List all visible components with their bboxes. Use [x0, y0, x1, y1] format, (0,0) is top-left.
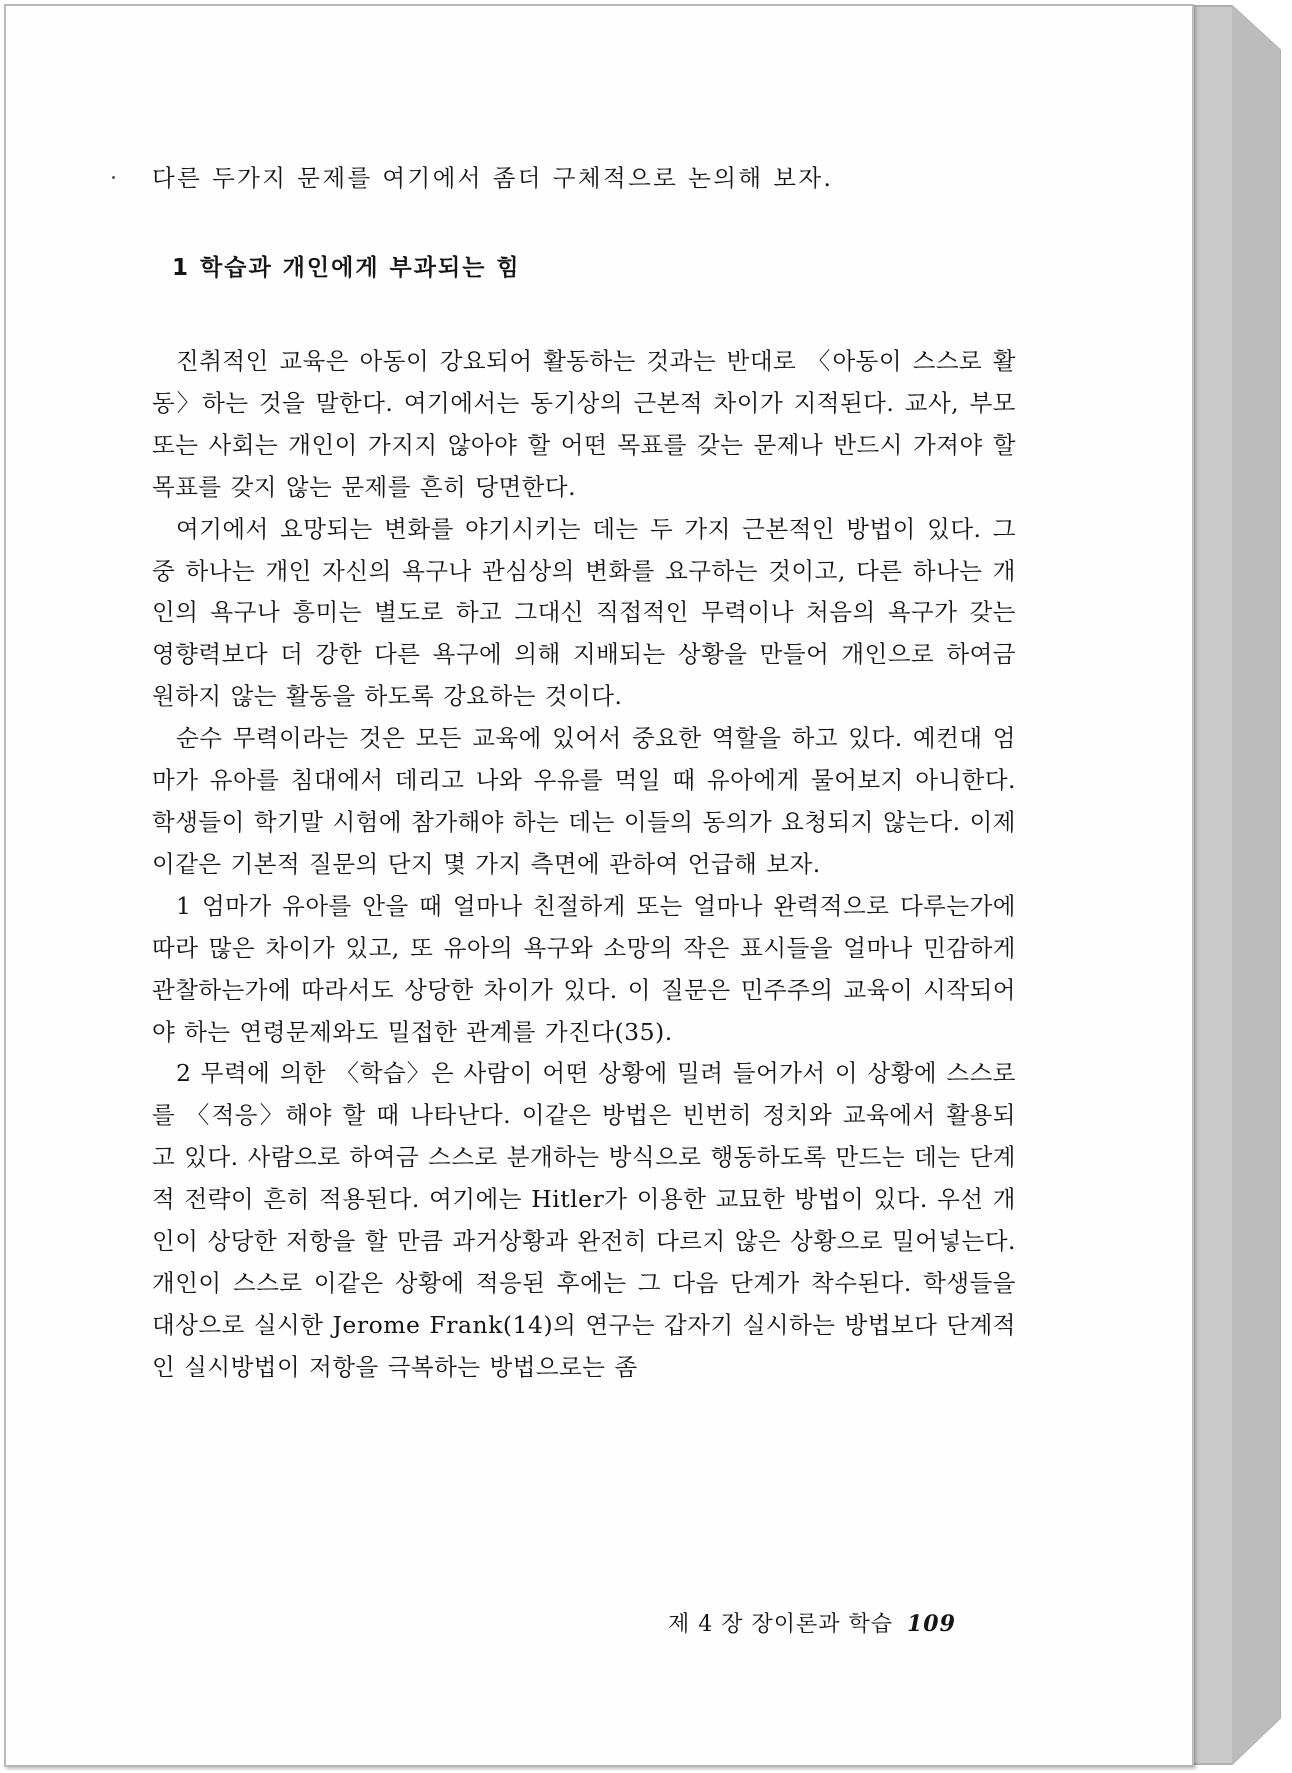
paragraph: 진취적인 교육은 아동이 강요되어 활동하는 것과는 반대로 〈아동이 스스로 활동〉하는 것을 말한다. 여기에서는 동기상의 근본적 차이가 지적된다. 교사, 부모 또는 사회는 개인이 가지지 않아야 할 어떤 목표를 갖는 문제나 반드시 가져야 할 목표를 갖지 않는 문제를 흔히 당면한다.	[152, 347, 1016, 501]
chapter-title: 제 4 장 장이론과 학습	[668, 1612, 893, 1637]
book-side-face-shade	[1232, 6, 1280, 1764]
page-number: 109	[907, 1611, 956, 1637]
paragraph: 여기에서 요망되는 변화를 야기시키는 데는 두 가지 근본적인 방법이 있다. 그 중 하나는 개인 자신의 욕구나 관심상의 변화를 요구하는 것이고, 다른 하나는 개인의 욕구나 흥미는 별도로 하고 그대신 직접적인 무력이나 처음의 욕구가 갖는 영향력보다 더 강한 다른 욕구에 의해 지배되는 상황을 만들어 개인으로 하여금 원하지 않는 활동을 하도록 강요하는 것이다.	[152, 514, 1016, 711]
section-heading: 1 학습과 개인에게 부과되는 힘	[172, 255, 521, 281]
page-body	[152, 158, 1016, 1389]
intro-line: 다른 두가지 문제를 여기에서 좀더 구체적으로 논의해 보자.	[152, 164, 834, 192]
paragraph: 순수 무력이라는 것은 모든 교육에 있어서 중요한 역할을 하고 있다. 예컨대 엄마가 유아를 침대에서 데리고 나와 우유를 먹일 때 유아에게 물어보지 아니한다. 학생들이 학기말 시험에 참가해야 하는 데는 이들의 동의가 요청되지 않는다. 이제 이같은 기본적 질문의 단지 몇 가지 측면에 관하여 언급해 보자.	[152, 724, 1016, 878]
paragraph: 2 무력에 의한 〈학습〉은 사람이 어떤 상황에 밀려 들어가서 이 상황에 스스로를 〈적응〉해야 할 때 나타난다. 이같은 방법은 빈번히 정치와 교육에서 활용되고 있다. 사람으로 하여금 스스로 분개하는 방식으로 행동하도록 만드는 데는 단계적 전략이 흔히 적용된다. 여기에는 Hitler가 이용한 교묘한 방법이 있다. 우선 개인이 상당한 저항을 할 만큼 과거상황과 완전히 다르지 않은 상황으로 밀어넣는다. 개인이 스스로 이같은 상황에 적응된 후에는 그 다음 단계가 착수된다. 학생들을 대상으로 실시한 Jerome Frank(14)의 연구는 갑자기 실시하는 방법보다 단계적인 실시방법이 저항을 극복하는 방법으로는 좀	[152, 1059, 1016, 1381]
page-footer	[668, 1607, 956, 1638]
document-page	[4, 4, 1194, 1767]
paragraph: 1 엄마가 유아를 안을 때 얼마나 친절하게 또는 얼마나 완력적으로 다루는가에 따라 많은 차이가 있고, 또 유아의 욕구와 소망의 작은 표시들을 얼마나 민감하게 관찰하는가에 따라서도 상당한 차이가 있다. 이 질문은 민주주의 교육이 시작되어야 하는 연령문제와도 밀접한 관계를 가진다(35).	[152, 891, 1016, 1046]
margin-mark	[112, 176, 115, 179]
